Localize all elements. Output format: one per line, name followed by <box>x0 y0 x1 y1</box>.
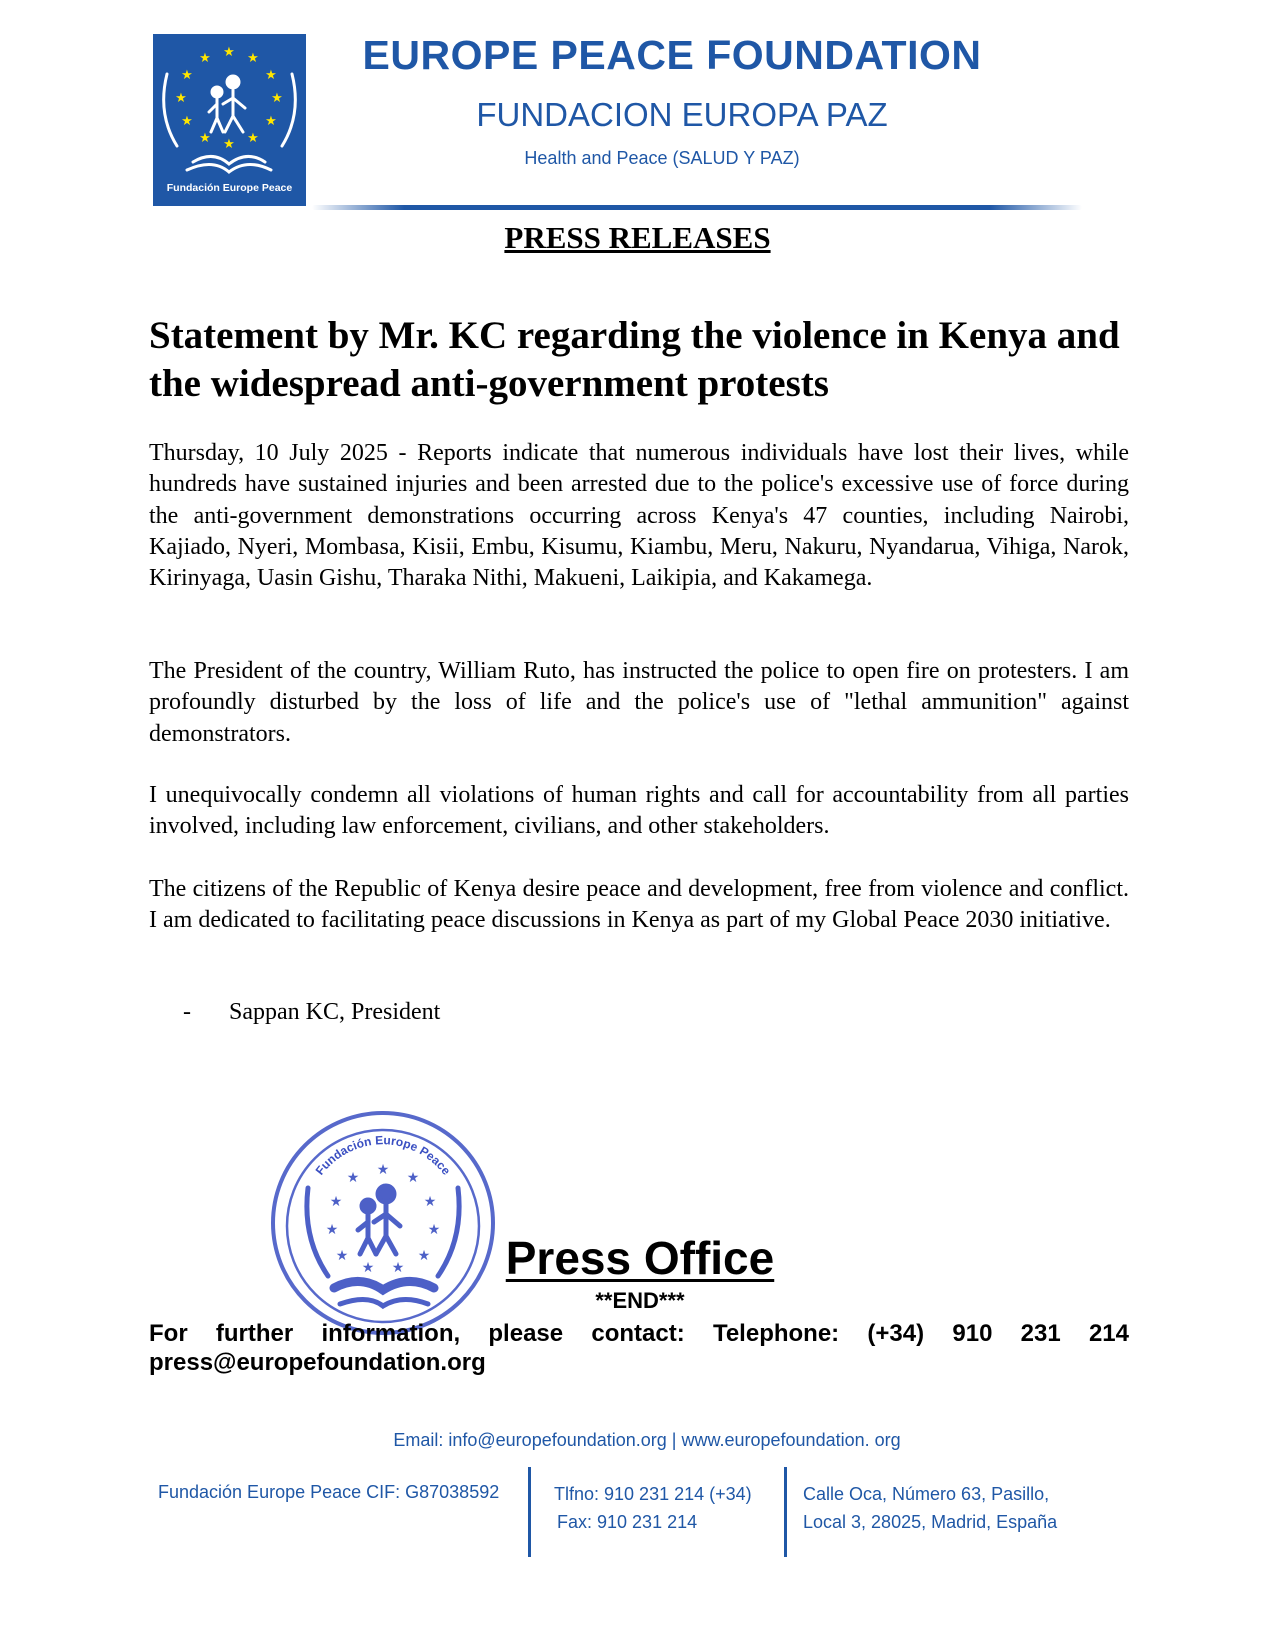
footer-telephone: Tlfno: 910 231 214 (+34) <box>554 1484 752 1504</box>
svg-text:★: ★ <box>265 113 277 128</box>
svg-text:★: ★ <box>181 113 193 128</box>
stamp-arc-text: Fundación Europe Peace <box>312 1133 454 1178</box>
svg-text:★: ★ <box>199 130 211 145</box>
organization-name-spanish: FUNDACION EUROPA PAZ <box>476 96 888 133</box>
section-heading <box>0 220 1275 256</box>
footer-divider-2 <box>784 1467 787 1557</box>
svg-text:★: ★ <box>346 1171 360 1186</box>
signature: Sappan KC, President <box>229 999 441 1025</box>
svg-text:★: ★ <box>325 1223 339 1238</box>
section-heading-text: PRESS RELEASES <box>504 220 771 255</box>
svg-text:★: ★ <box>406 1171 420 1186</box>
press-release-headline: Statement by Mr. KC regarding the violence in Kenya and the widespread anti-government protests <box>149 314 1120 405</box>
svg-text:★: ★ <box>199 50 211 65</box>
svg-text:★: ★ <box>329 1195 343 1210</box>
svg-text:★: ★ <box>427 1223 441 1238</box>
body-paragraph-4: The citizens of the Republic of Kenya desire peace and development, free from violence and conflict. I am dedicated to facilitating peace discussions in Kenya as part of my Global Peace 2030 initiative. <box>149 876 1129 934</box>
svg-text:★: ★ <box>271 90 283 105</box>
svg-text:★: ★ <box>335 1249 349 1264</box>
end-mark: **END*** <box>595 1288 685 1313</box>
signature-dash: - <box>183 999 191 1025</box>
footer-divider-1 <box>528 1467 531 1557</box>
svg-text:★: ★ <box>423 1195 437 1210</box>
footer-org-cif: Fundación Europe Peace CIF: G87038592 <box>158 1482 500 1502</box>
foundation-stamp <box>268 1108 498 1338</box>
press-office-label <box>490 1232 790 1284</box>
svg-text:★: ★ <box>417 1249 431 1264</box>
body-paragraph-1: Thursday, 10 July 2025 - Reports indicate that numerous individuals have lost their lives, while hundreds have sustained injuries and been arrested due to the police's excessive use of force during the anti-government demonstrations occurring across Kenya's 47 counties, including Nairobi, Kajiado, Nyeri, Mombasa, Kisii, Embu, Kisumu, Kiambu, Meru, Nakuru, Nyandarua, Vihiga, Narok, Kirinyaga, Uasin Gishu, Tharaka Nithi, Makueni, Laikipia, and Kakamega. <box>149 440 1129 592</box>
contact-line: For further information, please contact: Telephone: (+34) 910 231 214 <box>149 1320 1129 1347</box>
svg-text:★: ★ <box>265 67 277 82</box>
footer-address-line-1: Calle Oca, Número 63, Pasillo, <box>803 1484 1050 1504</box>
body-paragraph-2: The President of the country, William Ruto, has instructed the police to open fire on protesters. I am profoundly disturbed by the loss of life and the police's use of "lethal ammunition" against demonstrators. <box>149 658 1129 747</box>
svg-text:★: ★ <box>223 44 235 59</box>
logo-caption: Fundación Europe Peace <box>166 182 293 194</box>
header-divider <box>312 205 1082 210</box>
svg-text:★: ★ <box>391 1261 405 1276</box>
footer-fax: Fax: 910 231 214 <box>557 1512 698 1532</box>
logo-emblem-icon <box>153 34 306 206</box>
svg-text:★: ★ <box>175 90 187 105</box>
contact-email[interactable]: press@europefoundation.org <box>149 1349 486 1376</box>
footer-address-line-2: Local 3, 28025, Madrid, España <box>803 1512 1058 1532</box>
organization-tagline: Health and Peace (SALUD Y PAZ) <box>524 148 800 168</box>
svg-text:★: ★ <box>247 50 259 65</box>
svg-text:★: ★ <box>247 130 259 145</box>
press-office-text: Press Office <box>505 1232 775 1284</box>
svg-text:★: ★ <box>181 67 193 82</box>
footer-email-website: Email: info@europefoundation.org | www.europefoundation. org <box>393 1430 901 1450</box>
organization-name: EUROPE PEACE FOUNDATION <box>362 32 982 78</box>
svg-text:★: ★ <box>376 1163 390 1178</box>
body-paragraph-3: I unequivocally condemn all violations of human rights and call for accountability from all parties involved, including law enforcement, civilians, and other stakeholders. <box>149 782 1129 840</box>
foundation-logo <box>153 34 306 206</box>
svg-text:★: ★ <box>361 1261 375 1276</box>
svg-text:★: ★ <box>223 136 235 151</box>
